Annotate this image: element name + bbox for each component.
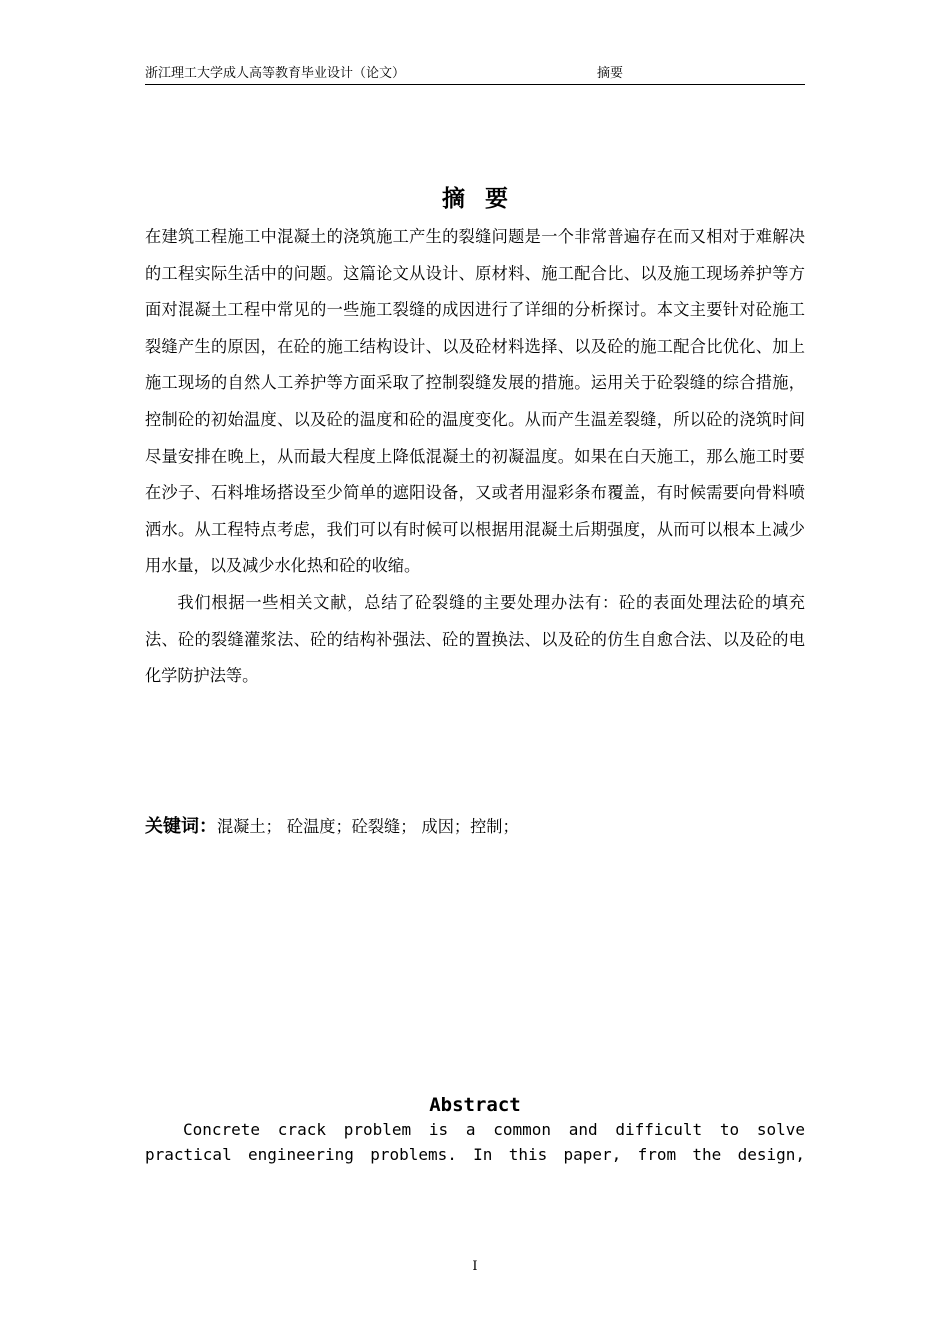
abstract-cn-body — [145, 219, 805, 695]
abstract-cn-paragraph-1: 在建筑工程施工中混凝土的浇筑施工产生的裂缝问题是一个非常普遍存在而又相对于难解决的工程实际生活中的问题。这篇论文从设计、原材料、施工配合比、以及施工现场养护等方面对混凝土工程中常见的一些施工裂缝的成因进行了详细的分析探讨。本文主要针对砼施工裂缝产生的原因，在砼的施工结构设计、以及砼材料选择、以及砼的施工配合比优化、加上施工现场的自然人工养护等方面采取了控制裂缝发展的措施。运用关于砼裂缝的综合措施，控制砼的初始温度、以及砼的温度和砼的温度变化。从而产生温差裂缝，所以砼的浇筑时间尽量安排在晚上，从而最大程度上降低混凝土的初凝温度。如果在白天施工，那么施工时要在沙子、石料堆场搭设至少简单的遮阳设备，又或者用湿彩条布覆盖，有时候需要向骨料喷洒水。从工程特点考虑，我们可以有时候可以根据用混凝土后期强度，从而可以根本上减少用水量，以及减少水化热和砼的收缩。 — [145, 227, 805, 576]
header-section-name: 摘要 — [597, 66, 624, 81]
header-thesis-title: 浙江理工大学成人高等教育毕业设计（论文） — [145, 66, 406, 81]
abstract-cn-title: 摘要 — [442, 186, 528, 212]
page-number: I — [472, 1259, 478, 1274]
keywords-label: 关键词： — [145, 816, 217, 837]
page-header — [145, 64, 805, 85]
abstract-en-title: Abstract — [429, 1094, 521, 1116]
abstract-en-paragraph: Concrete crack problem is a common and difficult to solve practical engineering problems. In this paper, from the design, — [145, 1120, 805, 1164]
keywords-line — [145, 812, 805, 842]
keywords-list: 混凝土； 砼温度；砼裂缝； 成因；控制； — [217, 817, 519, 836]
abstract-cn-paragraph-2: 我们根据一些相关文献，总结了砼裂缝的主要处理办法有：砼的表面处理法砼的填充法、砼的裂缝灌浆法、砼的结构补强法、砼的置换法、以及砼的仿生自愈合法、以及砼的电化学防护法等。 — [145, 592, 805, 686]
abstract-en-body — [145, 1117, 805, 1167]
